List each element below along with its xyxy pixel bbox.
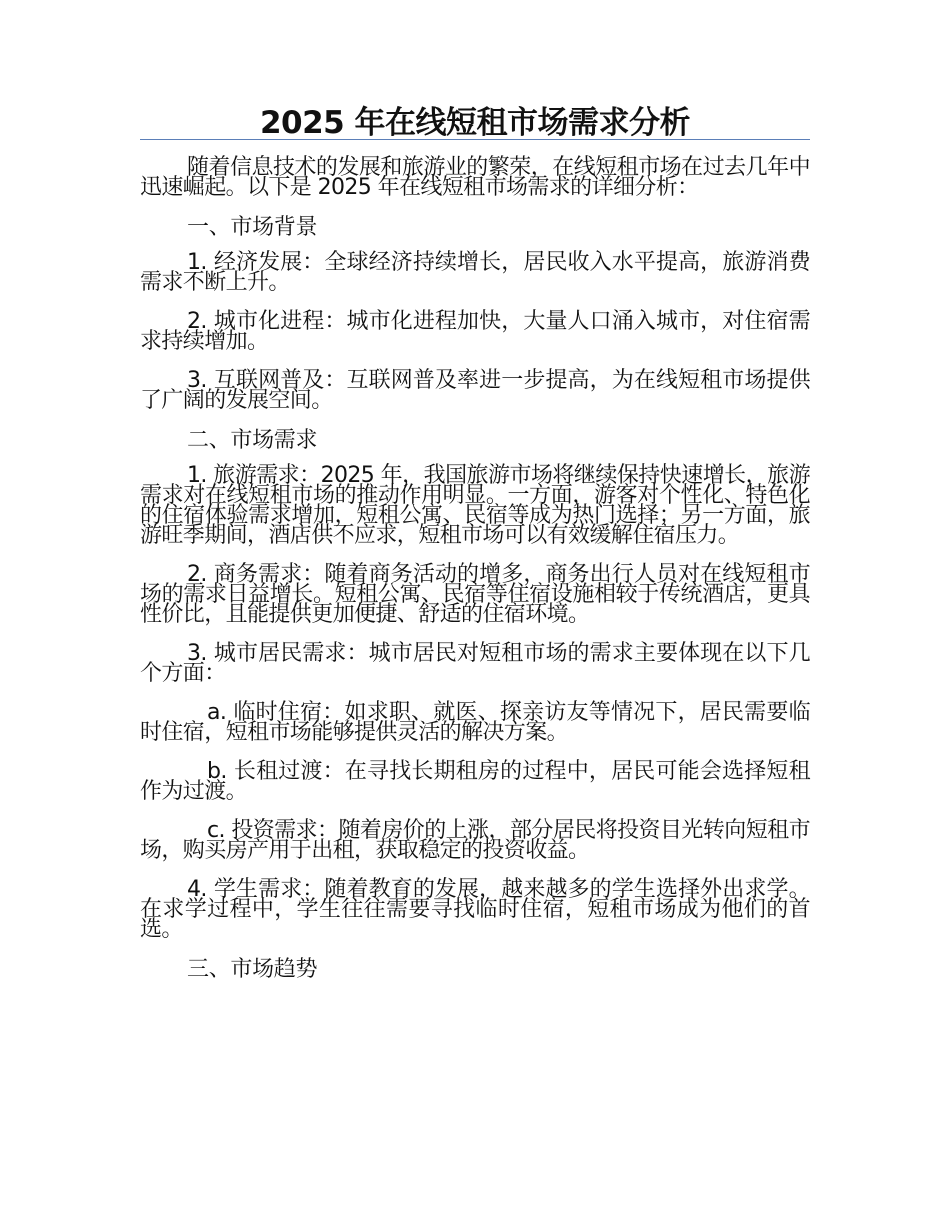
paragraph-tourism: 1. 旅游需求：2025 年，我国旅游市场将继续保持快速增长，旅游需求对在线短租市场的推动作用明显。一方面，游客对个性化、特色化的住宿体验需求增加，短租公寓、民宿等成为热门选择；另一方面，旅游旺季期间，酒店供不应求，短租市场可以有效缓解住宿压力。 bbox=[140, 463, 810, 548]
paragraph-business: 2. 商务需求：随着商务活动的增多，商务出行人员对在线短租市场的需求日益增长。短租公寓、民宿等住宿设施相较于传统酒店，更具性价比，且能提供更加便捷、舒适的住宿环境。 bbox=[140, 562, 810, 627]
title-underline bbox=[140, 139, 810, 140]
paragraph-urbanization: 2. 城市化进程：城市化进程加快，大量人口涌入城市，对住宿需求持续增加。 bbox=[140, 309, 810, 354]
section-heading-demand: 二、市场需求 bbox=[187, 428, 318, 453]
paragraph-internet: 3. 互联网普及：互联网普及率进一步提高，为在线短租市场提供了广阔的发展空间。 bbox=[140, 368, 810, 413]
section-heading-trends: 三、市场趋势 bbox=[187, 957, 318, 982]
paragraph-economy: 1. 经济发展：全球经济持续增长，居民收入水平提高，旅游消费需求不断上升。 bbox=[140, 250, 810, 295]
document-body bbox=[140, 155, 810, 995]
section-heading-background: 一、市场背景 bbox=[187, 215, 318, 240]
paragraph-long-rent-transition: b. 长租过渡：在寻找长期租房的过程中，居民可能会选择短租作为过渡。 bbox=[140, 759, 810, 804]
paragraph-students: 4. 学生需求：随着教育的发展，越来越多的学生选择外出求学。在求学过程中，学生往往需要寻找临时住宿，短租市场成为他们的首选。 bbox=[140, 877, 810, 942]
paragraph-investment: c. 投资需求：随着房价的上涨，部分居民将投资目光转向短租市场，购买房产用于出租，获取稳定的投资收益。 bbox=[140, 818, 810, 863]
document-title: 2025 年在线短租市场需求分析 bbox=[259, 105, 691, 141]
paragraph-temporary-stay: a. 临时住宿：如求职、就医、探亲访友等情况下，居民需要临时住宿，短租市场能够提供灵活的解决方案。 bbox=[140, 700, 810, 745]
paragraph-residents: 3. 城市居民需求：城市居民对短租市场的需求主要体现在以下几个方面： bbox=[140, 641, 810, 686]
intro-paragraph: 随着信息技术的发展和旅游业的繁荣，在线短租市场在过去几年中迅速崛起。以下是 2025 年在线短租市场需求的详细分析： bbox=[140, 155, 810, 200]
